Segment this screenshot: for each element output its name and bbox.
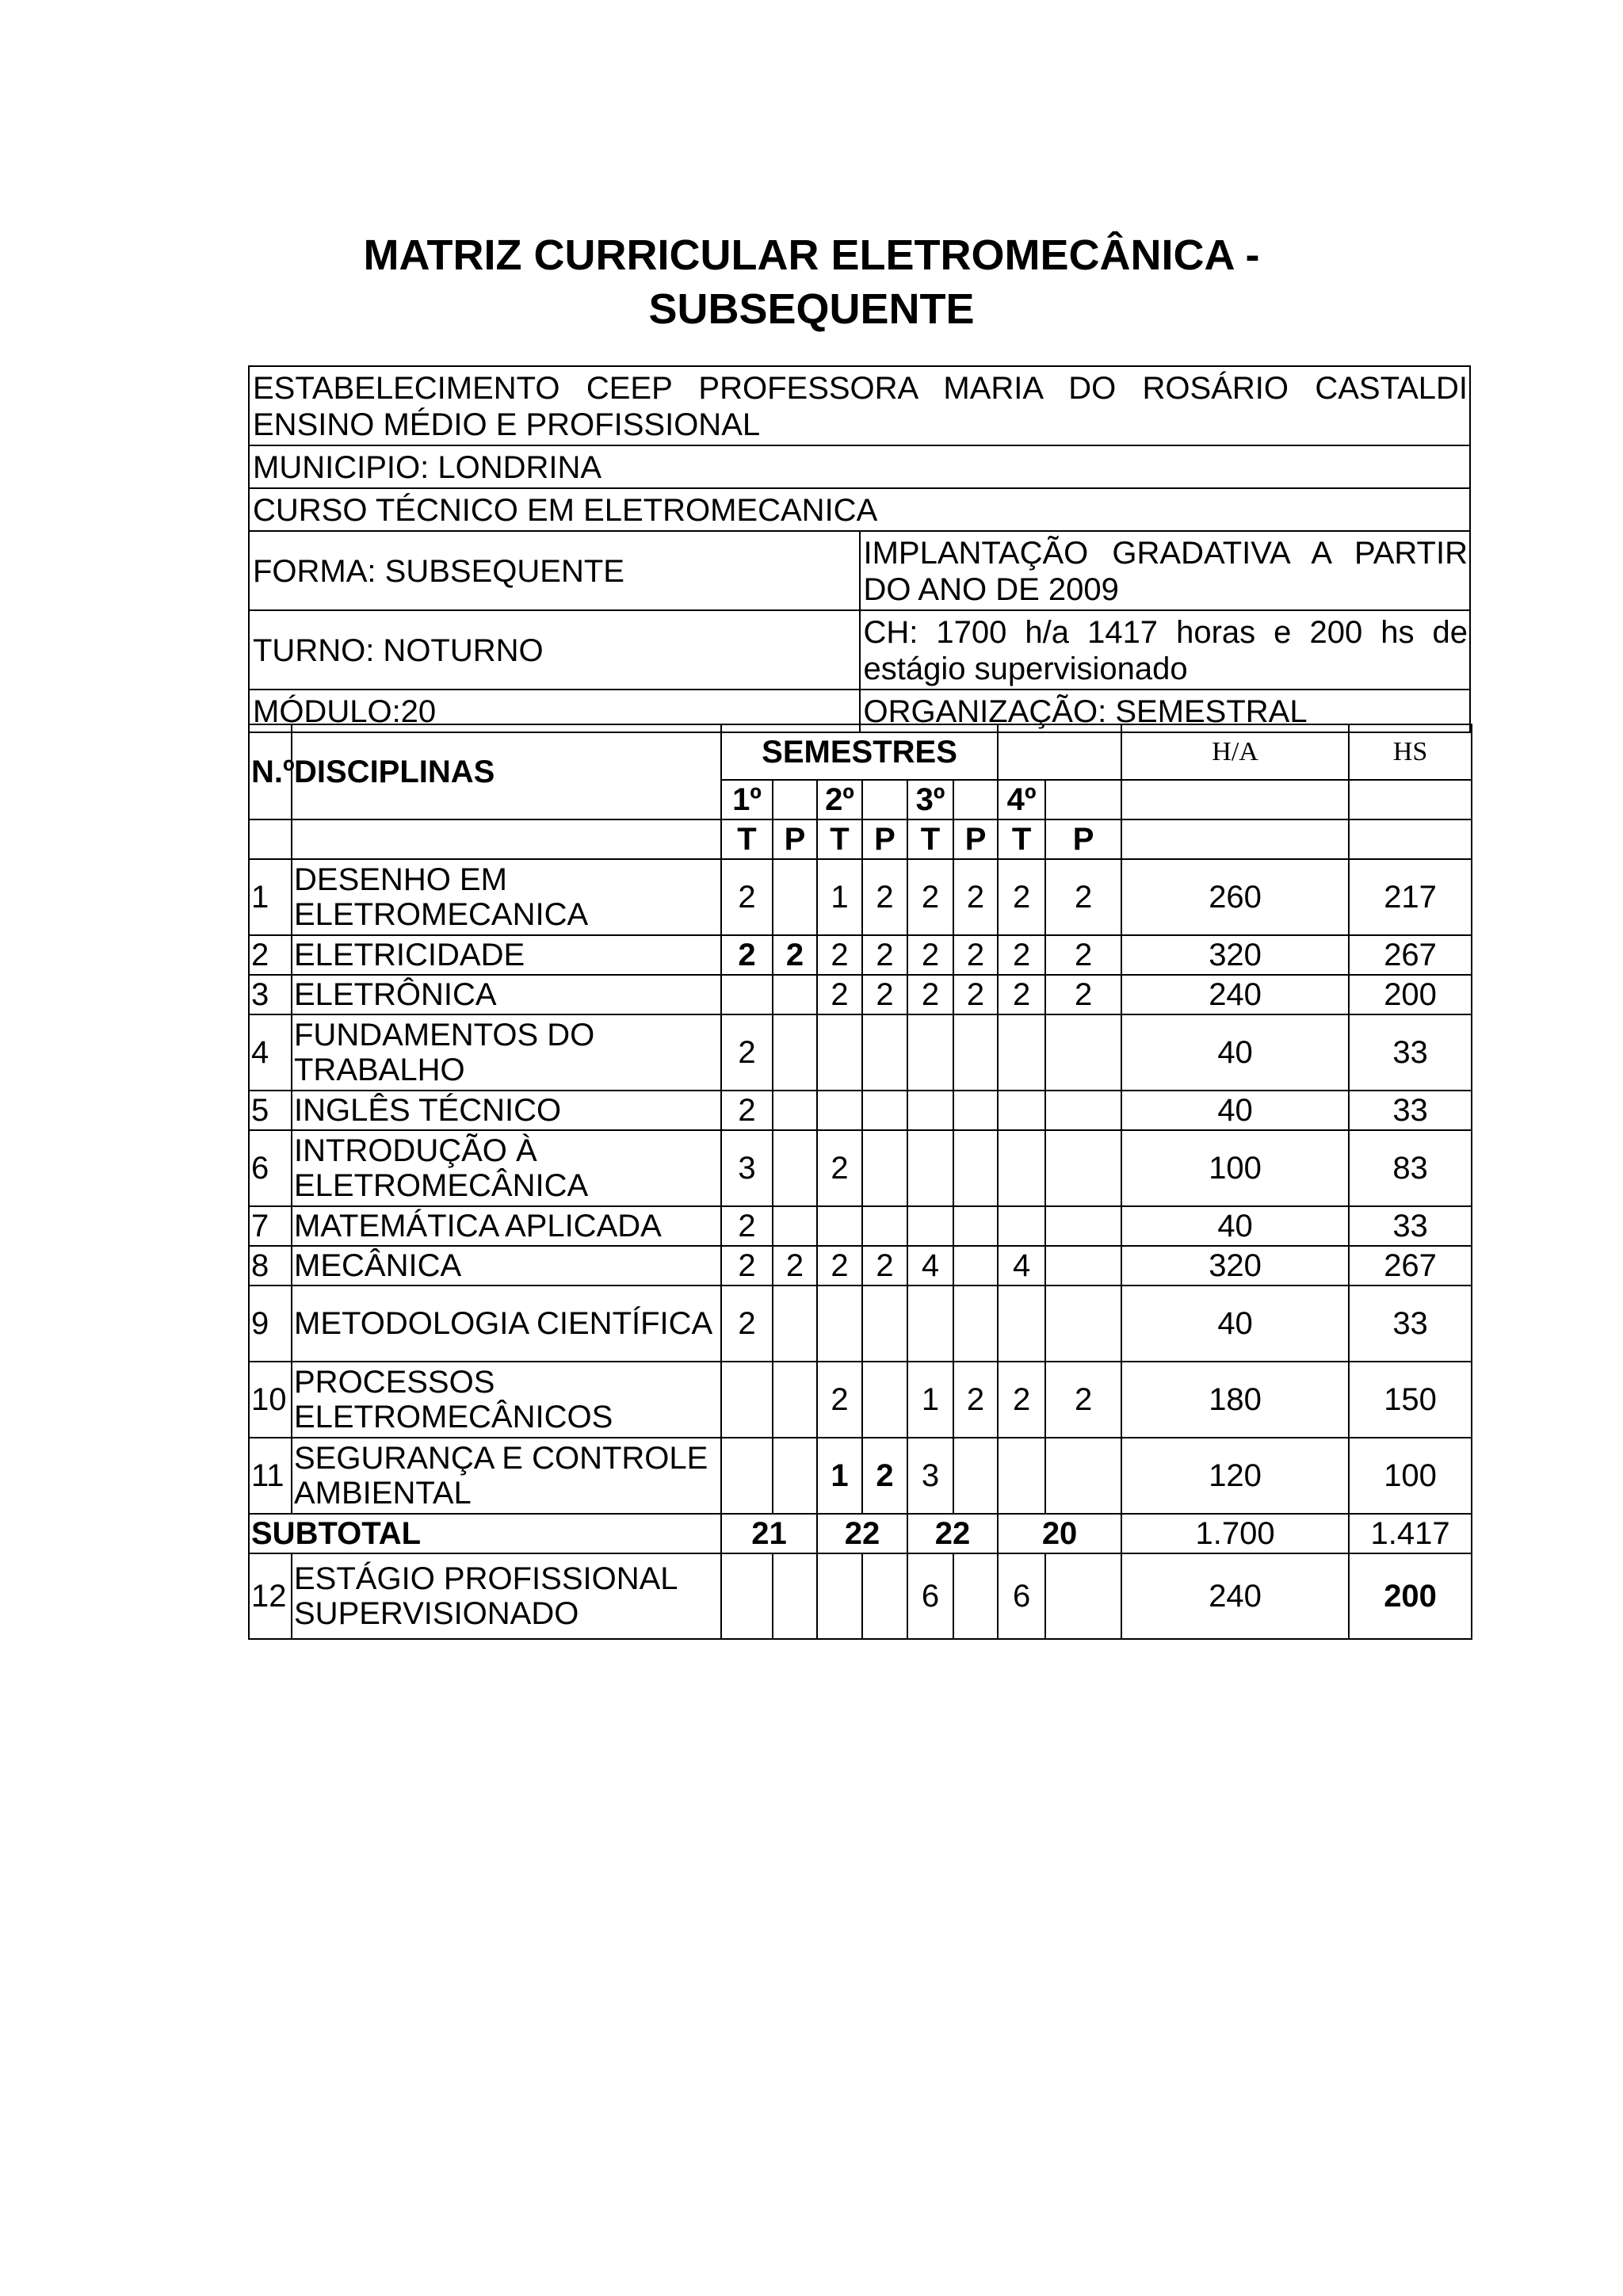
- semester-load-cell: [817, 1206, 862, 1246]
- semester-load-cell: 2: [1045, 935, 1121, 975]
- semester-load-cell: [953, 1438, 998, 1514]
- row-number: 8: [249, 1246, 292, 1286]
- document-title: [0, 228, 1623, 336]
- header-tp: P: [1045, 819, 1121, 859]
- semester-load-cell: [953, 1091, 998, 1130]
- semester-load-cell: [773, 1130, 817, 1206]
- semester-load-cell: [998, 1438, 1045, 1514]
- semester-load-cell: [817, 1553, 862, 1639]
- semester-load-cell: 2: [862, 859, 907, 935]
- hs-cell: 267: [1349, 935, 1472, 975]
- subtotal-semester: 22: [817, 1514, 907, 1553]
- discipline-name: SEGURANÇA E CONTROLE AMBIENTAL: [292, 1438, 721, 1514]
- hs-cell: 33: [1349, 1014, 1472, 1091]
- row-number: 3: [249, 975, 292, 1014]
- discipline-name: INTRODUÇÃO À ELETROMECÂNICA: [292, 1130, 721, 1206]
- semester-load-cell: [953, 1286, 998, 1362]
- ha-cell: 240: [1121, 1553, 1349, 1639]
- header-semestres: SEMESTRES: [721, 724, 998, 780]
- header-sem-1: 1º: [721, 780, 773, 819]
- discipline-name: METODOLOGIA CIENTÍFICA: [292, 1286, 721, 1362]
- semester-load-cell: 1: [817, 1438, 862, 1514]
- ha-cell: 260: [1121, 859, 1349, 935]
- row-number: 11: [249, 1438, 292, 1514]
- semester-load-cell: 2: [998, 975, 1045, 1014]
- semester-load-cell: [998, 1286, 1045, 1362]
- semester-load-cell: 2: [721, 1091, 773, 1130]
- header-tp: P: [773, 819, 817, 859]
- header-sem-gap: [1045, 780, 1121, 819]
- semester-load-cell: 2: [953, 1362, 998, 1438]
- header-tp: P: [953, 819, 998, 859]
- turno-cell: TURNO: NOTURNO: [249, 610, 860, 690]
- discipline-name: ESTÁGIO PROFISSIONAL SUPERVISIONADO: [292, 1553, 721, 1639]
- semester-load-cell: 2: [862, 1246, 907, 1286]
- ha-cell: 240: [1121, 975, 1349, 1014]
- semester-load-cell: [817, 1286, 862, 1362]
- subtotal-semester: 20: [998, 1514, 1121, 1553]
- header-tp: T: [907, 819, 953, 859]
- hs-cell: 83: [1349, 1130, 1472, 1206]
- header-tp: P: [862, 819, 907, 859]
- table-row: [249, 975, 1472, 1014]
- semester-load-cell: [953, 1246, 998, 1286]
- table-row: [249, 1362, 1472, 1438]
- semester-load-cell: 6: [907, 1553, 953, 1639]
- header-semestres-extra: [998, 724, 1121, 780]
- semester-load-cell: [817, 1014, 862, 1091]
- semester-load-cell: [1045, 1014, 1121, 1091]
- table-row: [249, 1286, 1472, 1362]
- table-row: [249, 1553, 1472, 1639]
- semester-load-cell: 2: [721, 1246, 773, 1286]
- estabelecimento-cell: ESTABELECIMENTO CEEP PROFESSORA MARIA DO ROSÁRIO CASTALDI ENSINO MÉDIO E PROFISSIONAL: [249, 366, 1470, 445]
- hs-cell: 100: [1349, 1438, 1472, 1514]
- subtotal-ha: 1.700: [1121, 1514, 1349, 1553]
- semester-load-cell: 1: [907, 1362, 953, 1438]
- semester-load-cell: 2: [721, 1014, 773, 1091]
- semester-load-cell: 2: [953, 975, 998, 1014]
- semester-load-cell: [862, 1286, 907, 1362]
- subtotal-label: SUBTOTAL: [249, 1514, 721, 1553]
- header-sem-gap: [953, 780, 998, 819]
- semester-load-cell: 6: [998, 1553, 1045, 1639]
- table-row: [249, 1206, 1472, 1246]
- row-number: 5: [249, 1091, 292, 1130]
- semester-load-cell: 2: [773, 1246, 817, 1286]
- semester-load-cell: 2: [817, 975, 862, 1014]
- semester-load-cell: [773, 1014, 817, 1091]
- semester-load-cell: [773, 1438, 817, 1514]
- hs-cell: 33: [1349, 1091, 1472, 1130]
- hs-cell: 150: [1349, 1362, 1472, 1438]
- table-row: [249, 859, 1472, 935]
- semester-load-cell: [862, 1553, 907, 1639]
- semester-load-cell: [953, 1014, 998, 1091]
- discipline-name: DESENHO EM ELETROMECANICA: [292, 859, 721, 935]
- semester-load-cell: 3: [907, 1438, 953, 1514]
- semester-load-cell: [721, 975, 773, 1014]
- header-tp: T: [817, 819, 862, 859]
- semester-load-cell: 2: [862, 975, 907, 1014]
- semester-load-cell: [773, 1091, 817, 1130]
- semester-load-cell: [862, 1014, 907, 1091]
- semester-load-cell: 4: [907, 1246, 953, 1286]
- semester-load-cell: 2: [953, 859, 998, 935]
- subtotal-hs: 1.417: [1349, 1514, 1472, 1553]
- header-blank: [1349, 819, 1472, 859]
- semester-load-cell: [721, 1362, 773, 1438]
- header-blank: [292, 819, 721, 859]
- header-hs: HS: [1349, 724, 1472, 780]
- semester-load-cell: 2: [907, 935, 953, 975]
- row-number: 7: [249, 1206, 292, 1246]
- ha-cell: 40: [1121, 1286, 1349, 1362]
- semester-load-cell: 2: [817, 1130, 862, 1206]
- hs-cell: 217: [1349, 859, 1472, 935]
- ha-cell: 40: [1121, 1206, 1349, 1246]
- hs-cell: 200: [1349, 975, 1472, 1014]
- row-number: 6: [249, 1130, 292, 1206]
- semester-load-cell: [907, 1091, 953, 1130]
- semester-load-cell: 2: [721, 859, 773, 935]
- table-row: [249, 1438, 1472, 1514]
- table-row: [249, 1091, 1472, 1130]
- semester-load-cell: 2: [862, 935, 907, 975]
- ha-cell: 100: [1121, 1130, 1349, 1206]
- semester-load-cell: 2: [998, 859, 1045, 935]
- semester-load-cell: 2: [721, 1286, 773, 1362]
- implantacao-cell: IMPLANTAÇÃO GRADATIVA A PARTIR DO ANO DE 2009: [860, 531, 1471, 610]
- institution-info-table: [248, 365, 1471, 733]
- ch-cell: CH: 1700 h/a 1417 horas e 200 hs de estágio supervisionado: [860, 610, 1471, 690]
- semester-load-cell: [953, 1130, 998, 1206]
- hs-cell: 200: [1349, 1553, 1472, 1639]
- semester-load-cell: 2: [862, 1438, 907, 1514]
- ha-cell: 180: [1121, 1362, 1349, 1438]
- semester-load-cell: [817, 1091, 862, 1130]
- semester-load-cell: [862, 1091, 907, 1130]
- semester-load-cell: 2: [1045, 1362, 1121, 1438]
- semester-load-cell: [998, 1130, 1045, 1206]
- subtotal-semester: 22: [907, 1514, 998, 1553]
- discipline-name: ELETRÔNICA: [292, 975, 721, 1014]
- header-sem-2: 2º: [817, 780, 862, 819]
- semester-load-cell: [1045, 1246, 1121, 1286]
- table-row: [249, 1130, 1472, 1206]
- semester-load-cell: 2: [998, 935, 1045, 975]
- discipline-name: ELETRICIDADE: [292, 935, 721, 975]
- semester-load-cell: [998, 1091, 1045, 1130]
- semester-load-cell: [773, 859, 817, 935]
- hs-cell: 267: [1349, 1246, 1472, 1286]
- semester-load-cell: 2: [1045, 859, 1121, 935]
- subtotal-semester: 21: [721, 1514, 817, 1553]
- header-sem-gap: [773, 780, 817, 819]
- row-number: 4: [249, 1014, 292, 1091]
- semester-load-cell: 2: [907, 975, 953, 1014]
- semester-load-cell: 2: [1045, 975, 1121, 1014]
- forma-cell: FORMA: SUBSEQUENTE: [249, 531, 860, 610]
- semester-load-cell: [1045, 1438, 1121, 1514]
- semester-load-cell: [721, 1553, 773, 1639]
- header-tp: T: [998, 819, 1045, 859]
- semester-load-cell: 2: [817, 935, 862, 975]
- ha-cell: 120: [1121, 1438, 1349, 1514]
- semester-load-cell: [862, 1206, 907, 1246]
- header-blank: [249, 819, 292, 859]
- semester-load-cell: 2: [773, 935, 817, 975]
- semester-load-cell: [862, 1362, 907, 1438]
- header-sem-3: 3º: [907, 780, 953, 819]
- semester-load-cell: 2: [817, 1362, 862, 1438]
- semester-load-cell: [907, 1130, 953, 1206]
- header-ha: H/A: [1121, 724, 1349, 780]
- header-tp: T: [721, 819, 773, 859]
- semester-load-cell: [907, 1014, 953, 1091]
- header-hs-blank: [1349, 780, 1472, 819]
- row-number: 12: [249, 1553, 292, 1639]
- discipline-name: MATEMÁTICA APLICADA: [292, 1206, 721, 1246]
- semester-load-cell: [907, 1286, 953, 1362]
- semester-load-cell: [1045, 1206, 1121, 1246]
- semester-load-cell: 1: [817, 859, 862, 935]
- ha-cell: 320: [1121, 935, 1349, 975]
- municipio-cell: MUNICIPIO: LONDRINA: [249, 445, 1470, 488]
- semester-load-cell: [1045, 1091, 1121, 1130]
- row-number: 2: [249, 935, 292, 975]
- semester-load-cell: [953, 1206, 998, 1246]
- semester-load-cell: [1045, 1286, 1121, 1362]
- row-number: 1: [249, 859, 292, 935]
- table-row: [249, 935, 1472, 975]
- header-sem-gap: [862, 780, 907, 819]
- curriculum-table: [248, 724, 1472, 1640]
- discipline-name: MECÂNICA: [292, 1246, 721, 1286]
- semester-load-cell: [773, 1553, 817, 1639]
- ha-cell: 40: [1121, 1014, 1349, 1091]
- semester-load-cell: [773, 1206, 817, 1246]
- semester-load-cell: [907, 1206, 953, 1246]
- semester-load-cell: 3: [721, 1130, 773, 1206]
- semester-load-cell: 2: [817, 1246, 862, 1286]
- semester-load-cell: [998, 1014, 1045, 1091]
- semester-load-cell: [773, 1286, 817, 1362]
- discipline-name: PROCESSOS ELETROMECÂNICOS: [292, 1362, 721, 1438]
- semester-load-cell: [998, 1206, 1045, 1246]
- table-row: [249, 1014, 1472, 1091]
- semester-load-cell: 2: [953, 935, 998, 975]
- header-number: N.º: [249, 724, 292, 819]
- semester-load-cell: [721, 1438, 773, 1514]
- header-sem-4: 4º: [998, 780, 1045, 819]
- semester-load-cell: 4: [998, 1246, 1045, 1286]
- semester-load-cell: [773, 975, 817, 1014]
- semester-load-cell: [1045, 1130, 1121, 1206]
- row-number: 10: [249, 1362, 292, 1438]
- semester-load-cell: 2: [721, 1206, 773, 1246]
- ha-cell: 40: [1121, 1091, 1349, 1130]
- semester-load-cell: [773, 1362, 817, 1438]
- subtotal-row: [249, 1514, 1472, 1553]
- semester-load-cell: 2: [721, 935, 773, 975]
- semester-load-cell: 2: [998, 1362, 1045, 1438]
- discipline-name: FUNDAMENTOS DO TRABALHO: [292, 1014, 721, 1091]
- discipline-name: INGLÊS TÉCNICO: [292, 1091, 721, 1130]
- row-number: 9: [249, 1286, 292, 1362]
- semester-load-cell: [862, 1130, 907, 1206]
- semester-load-cell: [953, 1553, 998, 1639]
- semester-load-cell: [1045, 1553, 1121, 1639]
- title-line-1: MATRIZ CURRICULAR ELETROMECÂNICA -: [363, 231, 1260, 279]
- organizacao-cell: ORGANIZAÇÃO: SEMESTRAL: [860, 690, 1471, 732]
- hs-cell: 33: [1349, 1286, 1472, 1362]
- header-ha-blank: [1121, 780, 1349, 819]
- table-row: [249, 1246, 1472, 1286]
- hs-cell: 33: [1349, 1206, 1472, 1246]
- ha-cell: 320: [1121, 1246, 1349, 1286]
- modulo-cell: MÓDULO:20: [249, 690, 860, 732]
- curso-cell: CURSO TÉCNICO EM ELETROMECANICA: [249, 488, 1470, 531]
- header-blank: [1121, 819, 1349, 859]
- semester-load-cell: 2: [907, 859, 953, 935]
- title-line-2: SUBSEQUENTE: [648, 285, 975, 333]
- header-disciplinas: DISCIPLINAS: [292, 724, 721, 819]
